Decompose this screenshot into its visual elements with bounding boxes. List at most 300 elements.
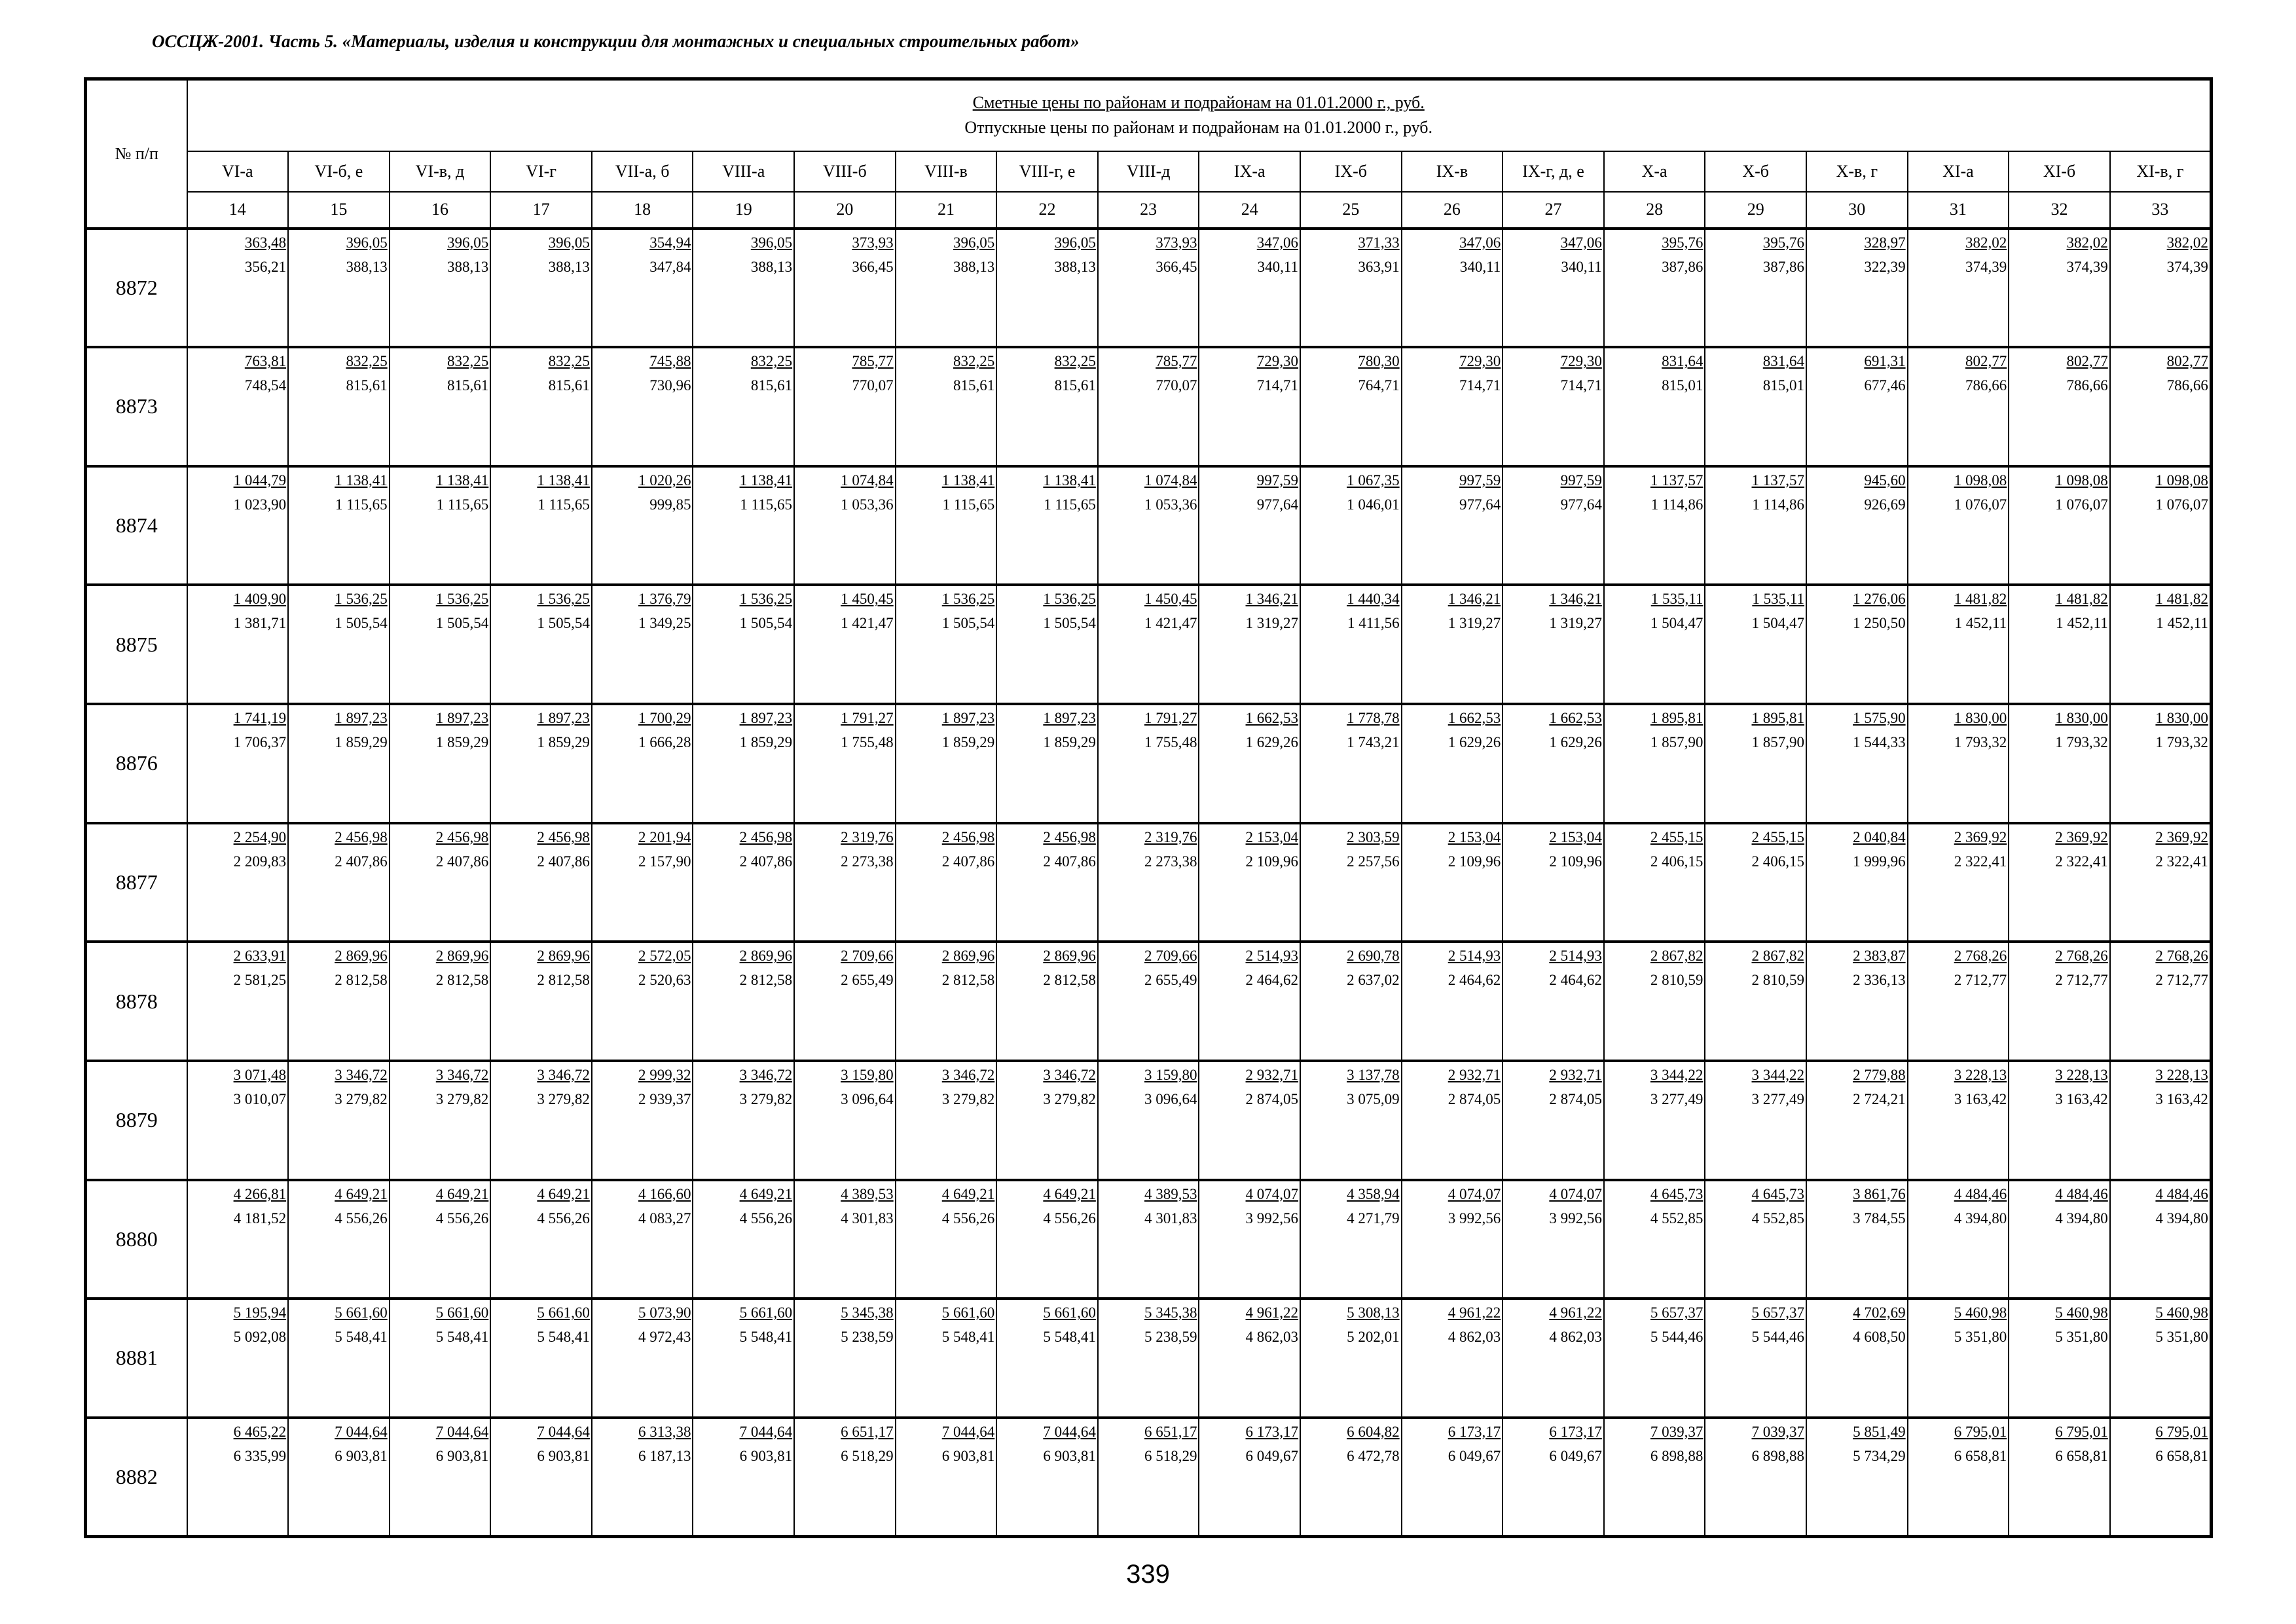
estimate-price: 832,25 bbox=[1054, 353, 1096, 370]
price-cell bbox=[1503, 466, 1604, 585]
price-cell bbox=[896, 1299, 997, 1418]
release-price: 366,45 bbox=[852, 258, 894, 275]
release-price: 977,64 bbox=[1459, 496, 1501, 513]
column-number: 15 bbox=[288, 192, 390, 229]
release-price: 5 548,41 bbox=[941, 1329, 995, 1346]
release-price: 1 857,90 bbox=[1751, 734, 1804, 750]
release-price: 815,61 bbox=[447, 377, 489, 394]
table-row bbox=[86, 585, 2212, 704]
item-number: 8880 bbox=[86, 1180, 187, 1299]
release-price: 5 238,59 bbox=[1144, 1329, 1197, 1346]
price-cell bbox=[1908, 1180, 2009, 1299]
estimate-price: 802,77 bbox=[1965, 353, 2007, 370]
price-cell bbox=[490, 1418, 592, 1537]
estimate-prices-title: Сметные цены по районам и подрайонам на 01.01.2000 г., руб. bbox=[972, 93, 1425, 113]
estimate-price: 4 074,07 bbox=[1448, 1185, 1501, 1202]
estimate-price: 396,05 bbox=[346, 234, 388, 251]
estimate-price: 4 166,60 bbox=[638, 1185, 691, 1202]
price-cell bbox=[896, 942, 997, 1061]
estimate-price: 373,93 bbox=[852, 234, 894, 251]
price-cell bbox=[2009, 1418, 2110, 1537]
estimate-price: 1 830,00 bbox=[2055, 710, 2108, 726]
release-price: 1 421,47 bbox=[1144, 615, 1197, 632]
price-cell bbox=[896, 347, 997, 466]
price-cell bbox=[490, 704, 592, 823]
price-cell bbox=[592, 1299, 693, 1418]
release-price: 3 279,82 bbox=[1043, 1090, 1096, 1107]
price-cell bbox=[592, 585, 693, 704]
column-number: 30 bbox=[1806, 192, 1908, 229]
price-cell bbox=[693, 347, 794, 466]
price-cell bbox=[1908, 704, 2009, 823]
release-price: 1 859,29 bbox=[435, 734, 489, 750]
price-cell bbox=[693, 1299, 794, 1418]
price-cell bbox=[1098, 942, 1199, 1061]
estimate-price: 1 535,11 bbox=[1650, 591, 1704, 608]
price-cell bbox=[896, 1061, 997, 1180]
estimate-price: 3 346,72 bbox=[435, 1066, 489, 1083]
price-cell bbox=[2110, 1180, 2212, 1299]
estimate-price: 6 313,38 bbox=[638, 1423, 691, 1440]
release-price: 3 075,09 bbox=[1347, 1090, 1400, 1107]
price-cell bbox=[288, 823, 390, 942]
estimate-price: 1 897,23 bbox=[941, 710, 995, 726]
price-cell bbox=[896, 823, 997, 942]
price-cell bbox=[1402, 466, 1503, 585]
price-cell bbox=[693, 1180, 794, 1299]
price-cell bbox=[1604, 1299, 1705, 1418]
estimate-price: 1 791,27 bbox=[1144, 710, 1197, 726]
estimate-price: 5 661,60 bbox=[1043, 1304, 1096, 1321]
estimate-price: 1 346,21 bbox=[1448, 591, 1501, 608]
price-cell bbox=[794, 466, 896, 585]
estimate-price: 2 383,87 bbox=[1853, 948, 1906, 965]
item-number: 8877 bbox=[86, 823, 187, 942]
release-price: 4 862,03 bbox=[1245, 1329, 1299, 1346]
release-price: 1 755,48 bbox=[841, 734, 894, 750]
release-price: 388,13 bbox=[750, 258, 793, 275]
price-cell bbox=[794, 1418, 896, 1537]
release-price: 2 406,15 bbox=[1751, 853, 1804, 870]
price-cell bbox=[1098, 1061, 1199, 1180]
estimate-price: 395,76 bbox=[1662, 234, 1704, 251]
estimate-price: 363,48 bbox=[244, 234, 287, 251]
release-price: 1 859,29 bbox=[739, 734, 793, 750]
price-cell bbox=[1300, 704, 1402, 823]
price-cell bbox=[490, 466, 592, 585]
price-cell bbox=[1908, 823, 2009, 942]
release-price: 374,39 bbox=[2166, 258, 2208, 275]
price-cell bbox=[592, 466, 693, 585]
estimate-price: 1 376,79 bbox=[638, 591, 691, 608]
release-price: 6 903,81 bbox=[1043, 1447, 1096, 1464]
price-cell bbox=[996, 229, 1098, 348]
release-price: 2 407,86 bbox=[739, 853, 793, 870]
price-cell bbox=[1300, 1299, 1402, 1418]
estimate-price: 2 303,59 bbox=[1347, 828, 1400, 845]
release-price: 3 010,07 bbox=[233, 1090, 287, 1107]
price-cell bbox=[794, 1180, 896, 1299]
estimate-price: 1 536,25 bbox=[941, 591, 995, 608]
price-cell bbox=[187, 1061, 289, 1180]
estimate-price: 1 536,25 bbox=[335, 591, 388, 608]
release-price: 2 209,83 bbox=[233, 853, 287, 870]
estimate-price: 4 389,53 bbox=[1144, 1185, 1197, 1202]
price-cell bbox=[490, 347, 592, 466]
price-cell bbox=[592, 704, 693, 823]
release-price: 4 556,26 bbox=[335, 1209, 388, 1227]
price-cell bbox=[1098, 1299, 1199, 1418]
release-price: 2 581,25 bbox=[233, 972, 287, 989]
estimate-price: 2 201,94 bbox=[638, 828, 691, 845]
release-price: 5 351,80 bbox=[2055, 1329, 2108, 1346]
release-price: 3 279,82 bbox=[941, 1090, 995, 1107]
column-number: 17 bbox=[490, 192, 592, 229]
release-price: 815,61 bbox=[750, 377, 793, 394]
release-price: 1 452,11 bbox=[2056, 615, 2108, 632]
release-price: 1 053,36 bbox=[841, 496, 894, 513]
price-cell bbox=[390, 1061, 491, 1180]
release-price: 786,66 bbox=[2166, 377, 2208, 394]
release-price: 4 862,03 bbox=[1448, 1329, 1501, 1346]
price-cell bbox=[794, 704, 896, 823]
price-cell bbox=[693, 229, 794, 348]
price-cell bbox=[2110, 466, 2212, 585]
release-price: 5 092,08 bbox=[233, 1329, 287, 1346]
price-cell bbox=[1604, 1180, 1705, 1299]
release-price: 1 857,90 bbox=[1650, 734, 1704, 750]
price-cell bbox=[2009, 466, 2110, 585]
estimate-price: 1 346,21 bbox=[1549, 591, 1602, 608]
release-price: 1 505,54 bbox=[435, 615, 489, 632]
release-price: 6 903,81 bbox=[941, 1447, 995, 1464]
estimate-price: 3 344,22 bbox=[1650, 1066, 1704, 1083]
price-cell bbox=[1806, 1299, 1908, 1418]
release-price: 1 046,01 bbox=[1347, 496, 1400, 513]
column-number: 27 bbox=[1503, 192, 1604, 229]
region-header: XI-б bbox=[2009, 151, 2110, 192]
estimate-price: 2 456,98 bbox=[435, 828, 489, 845]
estimate-price: 2 456,98 bbox=[335, 828, 388, 845]
price-cell bbox=[1098, 1418, 1199, 1537]
price-cell bbox=[1503, 1418, 1604, 1537]
price-cell bbox=[592, 1061, 693, 1180]
price-cell bbox=[996, 823, 1098, 942]
price-cell bbox=[187, 942, 289, 1061]
estimate-price: 5 460,98 bbox=[2155, 1304, 2208, 1321]
price-cell bbox=[693, 466, 794, 585]
price-cell bbox=[390, 823, 491, 942]
price-cell bbox=[1199, 1299, 1300, 1418]
release-price: 677,46 bbox=[1864, 377, 1906, 394]
price-cell bbox=[1199, 466, 1300, 585]
price-cell bbox=[1604, 1061, 1705, 1180]
price-cell bbox=[1908, 942, 2009, 1061]
price-cell bbox=[1300, 229, 1402, 348]
estimate-price: 3 159,80 bbox=[841, 1066, 894, 1083]
release-price: 1 115,65 bbox=[436, 496, 489, 513]
price-cell bbox=[490, 942, 592, 1061]
release-price: 5 548,41 bbox=[739, 1329, 793, 1346]
table-row bbox=[86, 1061, 2212, 1180]
estimate-price: 2 369,92 bbox=[1954, 828, 2007, 845]
release-price: 5 548,41 bbox=[537, 1329, 590, 1346]
price-cell bbox=[390, 942, 491, 1061]
release-price: 999,85 bbox=[649, 496, 691, 513]
estimate-price: 832,25 bbox=[447, 353, 489, 370]
page-header: ОССЦЖ-2001. Часть 5. «Материалы, изделия и конструкции для монтажных и специальных строительных работ» bbox=[152, 31, 1080, 51]
estimate-price: 2 456,98 bbox=[1043, 828, 1096, 845]
release-price: 5 238,59 bbox=[841, 1329, 894, 1346]
release-price: 363,91 bbox=[1358, 258, 1400, 275]
price-cell bbox=[2009, 229, 2110, 348]
release-price: 926,69 bbox=[1864, 496, 1906, 513]
estimate-price: 4 649,21 bbox=[435, 1185, 489, 1202]
price-cell bbox=[996, 1180, 1098, 1299]
price-cell bbox=[996, 1418, 1098, 1537]
estimate-price: 780,30 bbox=[1358, 353, 1400, 370]
price-cell bbox=[288, 942, 390, 1061]
estimate-price: 2 572,05 bbox=[638, 948, 691, 965]
estimate-price: 5 661,60 bbox=[739, 1304, 793, 1321]
release-price: 6 898,88 bbox=[1650, 1447, 1704, 1464]
price-cell bbox=[592, 1418, 693, 1537]
estimate-price: 6 173,17 bbox=[1549, 1423, 1602, 1440]
price-cell bbox=[2009, 823, 2110, 942]
price-cell bbox=[490, 1299, 592, 1418]
price-cell bbox=[1402, 347, 1503, 466]
release-price: 6 903,81 bbox=[739, 1447, 793, 1464]
estimate-price: 729,30 bbox=[1560, 353, 1602, 370]
estimate-price: 4 358,94 bbox=[1347, 1185, 1400, 1202]
estimate-price: 2 153,04 bbox=[1448, 828, 1501, 845]
release-price: 340,11 bbox=[1561, 258, 1602, 275]
release-price: 3 992,56 bbox=[1245, 1209, 1299, 1227]
release-price: 1 505,54 bbox=[739, 615, 793, 632]
release-price: 1 115,65 bbox=[942, 496, 995, 513]
estimate-price: 2 456,98 bbox=[941, 828, 995, 845]
release-price: 340,11 bbox=[1257, 258, 1299, 275]
estimate-price: 1 897,23 bbox=[537, 710, 590, 726]
price-cell bbox=[490, 585, 592, 704]
release-price: 4 394,80 bbox=[1954, 1209, 2007, 1227]
estimate-price: 396,05 bbox=[548, 234, 590, 251]
estimate-price: 4 702,69 bbox=[1853, 1304, 1906, 1321]
release-price: 4 608,50 bbox=[1853, 1329, 1906, 1346]
estimate-price: 7 039,37 bbox=[1650, 1423, 1704, 1440]
price-cell bbox=[288, 466, 390, 585]
price-cell bbox=[896, 466, 997, 585]
estimate-price: 347,06 bbox=[1560, 234, 1602, 251]
release-price: 3 279,82 bbox=[335, 1090, 388, 1107]
estimate-price: 2 633,91 bbox=[233, 948, 287, 965]
price-cell bbox=[1300, 942, 1402, 1061]
estimate-price: 802,77 bbox=[2066, 353, 2108, 370]
estimate-price: 373,93 bbox=[1156, 234, 1197, 251]
estimate-price: 4 649,21 bbox=[537, 1185, 590, 1202]
estimate-price: 1 481,82 bbox=[1954, 591, 2007, 608]
release-price: 1 115,65 bbox=[538, 496, 590, 513]
release-price: 2 712,77 bbox=[1954, 972, 2007, 989]
item-number: 8881 bbox=[86, 1299, 187, 1418]
price-cell bbox=[490, 229, 592, 348]
estimate-price: 1 138,41 bbox=[1043, 471, 1096, 489]
estimate-price: 1 791,27 bbox=[841, 710, 894, 726]
release-price: 4 271,79 bbox=[1347, 1209, 1400, 1227]
release-price: 1 859,29 bbox=[1043, 734, 1096, 750]
release-price: 770,07 bbox=[852, 377, 894, 394]
estimate-price: 4 649,21 bbox=[739, 1185, 793, 1202]
price-cell bbox=[1098, 823, 1199, 942]
estimate-price: 5 195,94 bbox=[233, 1304, 287, 1321]
estimate-price: 2 768,26 bbox=[2155, 948, 2208, 965]
release-price: 6 187,13 bbox=[638, 1447, 691, 1464]
price-cell bbox=[1806, 466, 1908, 585]
price-cell bbox=[1806, 1180, 1908, 1299]
price-cell bbox=[1705, 466, 1806, 585]
column-number: 19 bbox=[693, 192, 794, 229]
estimate-price: 1 138,41 bbox=[941, 471, 995, 489]
column-number: 28 bbox=[1604, 192, 1705, 229]
price-cell bbox=[1503, 229, 1604, 348]
price-cell bbox=[1503, 347, 1604, 466]
release-price: 2 810,59 bbox=[1650, 972, 1704, 989]
estimate-price: 4 484,46 bbox=[2055, 1185, 2108, 1202]
release-price: 5 544,46 bbox=[1751, 1329, 1804, 1346]
release-price: 4 181,52 bbox=[233, 1209, 287, 1227]
estimate-price: 3 346,72 bbox=[739, 1066, 793, 1083]
estimate-price: 7 044,64 bbox=[739, 1423, 793, 1440]
price-cell bbox=[896, 585, 997, 704]
price-cell bbox=[1503, 585, 1604, 704]
price-cell bbox=[1300, 1180, 1402, 1299]
estimate-price: 396,05 bbox=[447, 234, 489, 251]
estimate-price: 1 450,45 bbox=[1144, 591, 1197, 608]
price-cell bbox=[1402, 823, 1503, 942]
estimate-price: 4 484,46 bbox=[1954, 1185, 2007, 1202]
release-price: 2 322,41 bbox=[1954, 853, 2007, 870]
release-price: 2 812,58 bbox=[1043, 972, 1096, 989]
release-price: 6 658,81 bbox=[1954, 1447, 2007, 1464]
price-cell bbox=[1604, 347, 1705, 466]
price-cell bbox=[996, 942, 1098, 1061]
price-cell bbox=[794, 229, 896, 348]
price-cell bbox=[1806, 942, 1908, 1061]
release-price: 815,01 bbox=[1762, 377, 1804, 394]
estimate-price: 6 795,01 bbox=[1954, 1423, 2007, 1440]
release-price: 6 049,67 bbox=[1549, 1447, 1602, 1464]
estimate-price: 1 662,53 bbox=[1549, 710, 1602, 726]
price-cell bbox=[1199, 229, 1300, 348]
estimate-price: 2 455,15 bbox=[1650, 828, 1704, 845]
column-number: 32 bbox=[2009, 192, 2110, 229]
estimate-price: 4 074,07 bbox=[1245, 1185, 1299, 1202]
estimate-price: 7 044,64 bbox=[537, 1423, 590, 1440]
price-cell bbox=[1199, 704, 1300, 823]
price-cell bbox=[2009, 347, 2110, 466]
release-price: 2 464,62 bbox=[1448, 972, 1501, 989]
release-price: 374,39 bbox=[1965, 258, 2007, 275]
estimate-price: 1 138,41 bbox=[335, 471, 388, 489]
release-price: 3 163,42 bbox=[2155, 1090, 2208, 1107]
item-number: 8873 bbox=[86, 347, 187, 466]
release-price: 1 755,48 bbox=[1144, 734, 1197, 750]
item-number: 8882 bbox=[86, 1418, 187, 1537]
release-price: 1 076,07 bbox=[1954, 496, 2007, 513]
release-price: 2 157,90 bbox=[638, 853, 691, 870]
release-price: 387,86 bbox=[1662, 258, 1704, 275]
price-cell bbox=[693, 1418, 794, 1537]
release-price: 1 076,07 bbox=[2055, 496, 2108, 513]
release-price: 1 421,47 bbox=[841, 615, 894, 632]
estimate-price: 5 460,98 bbox=[1954, 1304, 2007, 1321]
estimate-price: 1 662,53 bbox=[1448, 710, 1501, 726]
release-price: 6 898,88 bbox=[1751, 1447, 1804, 1464]
column-number: 24 bbox=[1199, 192, 1300, 229]
price-cell bbox=[1908, 347, 2009, 466]
estimate-price: 2 869,96 bbox=[335, 948, 388, 965]
release-price: 2 655,49 bbox=[1144, 972, 1197, 989]
region-header: IX-б bbox=[1300, 151, 1402, 192]
release-price: 1 411,56 bbox=[1347, 615, 1400, 632]
release-price: 714,71 bbox=[1560, 377, 1602, 394]
estimate-price: 6 173,17 bbox=[1245, 1423, 1299, 1440]
release-price: 3 279,82 bbox=[435, 1090, 489, 1107]
estimate-price: 6 173,17 bbox=[1448, 1423, 1501, 1440]
price-cell bbox=[1098, 1180, 1199, 1299]
release-price: 1 505,54 bbox=[537, 615, 590, 632]
release-price: 4 083,27 bbox=[638, 1209, 691, 1227]
estimate-price: 1 575,90 bbox=[1853, 710, 1906, 726]
price-cell bbox=[1503, 823, 1604, 942]
price-cell bbox=[1098, 466, 1199, 585]
release-price: 1 023,90 bbox=[233, 496, 287, 513]
price-cell bbox=[693, 942, 794, 1061]
release-price: 2 812,58 bbox=[739, 972, 793, 989]
column-number: 18 bbox=[592, 192, 693, 229]
table-row bbox=[86, 229, 2212, 348]
price-cell bbox=[1300, 347, 1402, 466]
price-cell bbox=[1908, 1418, 2009, 1537]
price-cell bbox=[187, 229, 289, 348]
release-price: 6 335,99 bbox=[233, 1447, 287, 1464]
release-price: 2 464,62 bbox=[1549, 972, 1602, 989]
column-number: 16 bbox=[390, 192, 491, 229]
release-price: 366,45 bbox=[1156, 258, 1197, 275]
price-cell bbox=[1705, 1299, 1806, 1418]
price-cell bbox=[693, 585, 794, 704]
price-cell bbox=[1503, 704, 1604, 823]
column-number: 26 bbox=[1402, 192, 1503, 229]
release-price: 786,66 bbox=[2066, 377, 2108, 394]
release-price: 4 394,80 bbox=[2155, 1209, 2208, 1227]
estimate-price: 5 345,38 bbox=[841, 1304, 894, 1321]
release-price: 2 812,58 bbox=[941, 972, 995, 989]
estimate-price: 1 897,23 bbox=[1043, 710, 1096, 726]
release-price: 3 992,56 bbox=[1448, 1209, 1501, 1227]
estimate-price: 3 228,13 bbox=[1954, 1066, 2007, 1083]
release-price: 714,71 bbox=[1459, 377, 1501, 394]
estimate-price: 785,77 bbox=[852, 353, 894, 370]
estimate-price: 729,30 bbox=[1459, 353, 1501, 370]
estimate-price: 2 867,82 bbox=[1751, 948, 1804, 965]
region-header: VIII-в bbox=[896, 151, 997, 192]
price-cell bbox=[1705, 347, 1806, 466]
release-price: 2 637,02 bbox=[1347, 972, 1400, 989]
price-cell bbox=[996, 466, 1098, 585]
release-price: 786,66 bbox=[1965, 377, 2007, 394]
estimate-price: 328,97 bbox=[1864, 234, 1906, 251]
